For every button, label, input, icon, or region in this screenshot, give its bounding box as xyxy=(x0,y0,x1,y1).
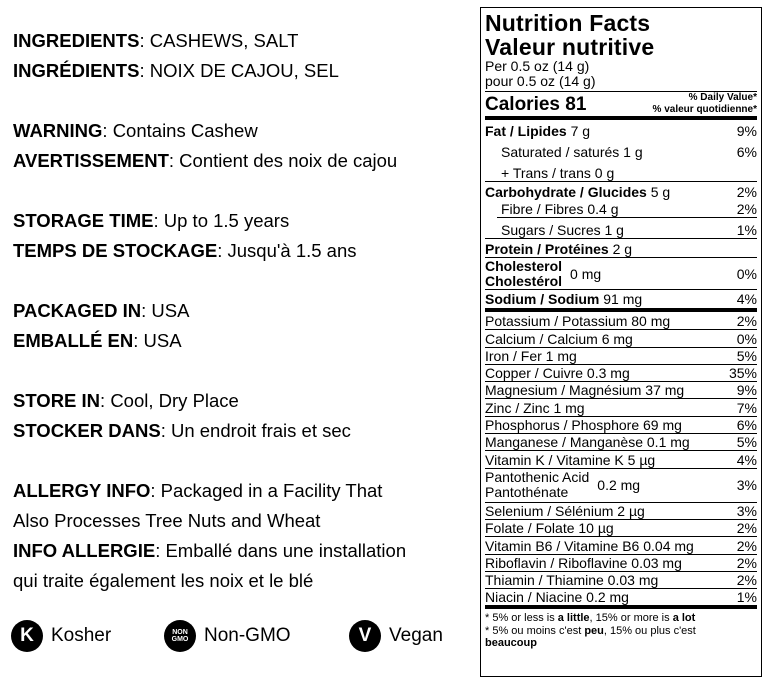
serving-size-en: Per 0.5 oz (14 g) xyxy=(485,58,590,74)
nutrition-title-fr: Valeur nutritive xyxy=(485,34,655,60)
calories-label: Calories 81 xyxy=(485,94,587,115)
ingredients-line: INGREDIENTS: CASHEWS, SALT xyxy=(13,30,299,51)
vitamin-daily-value: 2% xyxy=(736,572,757,589)
vitamin-row xyxy=(485,519,757,536)
warning-fr-line: AVERTISSEMENT: Contient des noix de cajou xyxy=(13,150,398,171)
mineral-row xyxy=(485,433,757,450)
vitamin-label: Niacin / Niacine 0.2 mg xyxy=(485,589,629,606)
packaged-line: PACKAGED IN: USA xyxy=(13,300,190,321)
vegan-label: Vegan xyxy=(389,625,443,646)
vitamins-list xyxy=(485,502,757,606)
vitamin-row xyxy=(485,571,757,588)
vegan-badge xyxy=(349,619,443,653)
mineral-label: Manganese / Manganèse 0.1 mg xyxy=(485,434,690,451)
warning-line: WARNING: Contains Cashew xyxy=(13,120,258,141)
allergy-line-2: Also Processes Tree Nuts and Wheat xyxy=(13,510,321,531)
product-info xyxy=(13,26,468,596)
sodium-row: Sodium / Sodium 91 mg 4% xyxy=(485,291,757,307)
vitamin-daily-value: 1% xyxy=(736,589,757,606)
mineral-label: Magnesium / Magnésium 37 mg xyxy=(485,382,685,399)
mineral-row xyxy=(485,450,757,467)
non-gmo-icon: NON GMO xyxy=(164,620,196,652)
mineral-label: Iron / Fer 1 mg xyxy=(485,347,577,364)
nutrition-title-en: Nutrition Facts xyxy=(485,10,651,36)
minerals-list xyxy=(485,312,757,468)
vitamin-daily-value: 3% xyxy=(736,502,757,519)
non-gmo-badge xyxy=(164,619,291,653)
mineral-row xyxy=(485,347,757,364)
saturated-row: Saturated / saturés 1 g 6% xyxy=(501,144,757,160)
vitamin-row xyxy=(485,588,757,605)
fat-row: Fat / Lipides 7 g 9% xyxy=(485,123,757,139)
mineral-row xyxy=(485,312,757,329)
vitamin-daily-value: 2% xyxy=(736,537,757,554)
kosher-badge xyxy=(11,619,111,653)
mineral-label: Zinc / Zinc 1 mg xyxy=(485,399,585,416)
nutrition-facts-panel xyxy=(480,7,762,677)
daily-value-header: % Daily Value* % valeur quotidienne* xyxy=(652,92,757,115)
vitamin-label: Selenium / Sélénium 2 µg xyxy=(485,502,645,519)
mineral-daily-value: 5% xyxy=(736,347,757,364)
allergy-fr-line: INFO ALLERGIE: Emballé dans une installation xyxy=(13,540,407,561)
vegan-icon: V xyxy=(349,620,381,652)
fibre-row: Fibre / Fibres 0.4 g 2% xyxy=(501,201,757,217)
vitamin-label: Folate / Folate 10 µg xyxy=(485,520,614,537)
mineral-daily-value: 35% xyxy=(728,365,757,382)
vitamin-row xyxy=(485,502,757,519)
mineral-label: Copper / Cuivre 0.3 mg xyxy=(485,365,630,382)
certification-badges xyxy=(11,619,461,653)
cholesterol-row: Cholesterol Cholestérol 0 mg 0% xyxy=(485,258,757,289)
ingredients-fr-line: INGRÉDIENTS: NOIX DE CAJOU, SEL xyxy=(13,60,339,81)
kosher-label: Kosher xyxy=(51,625,112,646)
mineral-label: Phosphorus / Phosphore 69 mg xyxy=(485,417,682,434)
vitamin-row xyxy=(485,536,757,553)
mineral-daily-value: 4% xyxy=(736,451,757,468)
footnote: * 5% or less is a little, 15% or more is a lot * 5% ou moins c'est peu, 15% ou plus c'est beaucoup xyxy=(485,612,696,650)
vitamin-daily-value: 2% xyxy=(736,520,757,537)
protein-row: Protein / Protéines 2 g xyxy=(485,238,757,257)
store-line: STORE IN: Cool, Dry Place xyxy=(13,390,239,411)
mineral-label: Calcium / Calcium 6 mg xyxy=(485,330,633,347)
vitamin-label: Riboflavin / Riboflavine 0.03 mg xyxy=(485,554,682,571)
serving-size-fr: pour 0.5 oz (14 g) xyxy=(485,73,596,89)
trans-row: + Trans / trans 0 g xyxy=(501,165,615,181)
mineral-daily-value: 5% xyxy=(736,434,757,451)
mineral-daily-value: 6% xyxy=(736,417,757,434)
vitamin-label: Thiamin / Thiamine 0.03 mg xyxy=(485,572,659,589)
vitamin-label: Vitamin B6 / Vitamine B6 0.04 mg xyxy=(485,537,694,554)
mineral-label: Potassium / Potassium 80 mg xyxy=(485,313,671,330)
kosher-icon: K xyxy=(11,620,43,652)
mineral-row xyxy=(485,329,757,346)
mineral-label: Vitamin K / Vitamine K 5 µg xyxy=(485,451,656,468)
allergy-line: ALLERGY INFO: Packaged in a Facility That xyxy=(13,480,383,501)
calories-row xyxy=(485,92,757,116)
mineral-daily-value: 0% xyxy=(736,330,757,347)
store-fr-line: STOCKER DANS: Un endroit frais et sec xyxy=(13,420,351,441)
non-gmo-label: Non-GMO xyxy=(204,625,291,646)
mineral-row xyxy=(485,364,757,381)
packaged-fr-line: EMBALLÉ EN: USA xyxy=(13,330,182,351)
carbohydrate-row: Carbohydrate / Glucides 5 g 2% xyxy=(485,181,757,200)
storage-line: STORAGE TIME: Up to 1.5 years xyxy=(13,210,290,231)
allergy-fr-line-2: qui traite également les noix et le blé xyxy=(13,570,314,591)
mineral-row xyxy=(485,381,757,398)
mineral-daily-value: 9% xyxy=(736,382,757,399)
mineral-row xyxy=(485,416,757,433)
mineral-row xyxy=(485,398,757,415)
vitamin-row xyxy=(485,554,757,571)
mineral-daily-value: 2% xyxy=(736,313,757,330)
vitamin-daily-value: 2% xyxy=(736,554,757,571)
mineral-daily-value: 7% xyxy=(736,399,757,416)
pantothenic-row: Pantothenic Acid Pantothénate 0.2 mg 3% xyxy=(485,468,757,502)
sugars-row: Sugars / Sucres 1 g 1% xyxy=(497,217,757,238)
storage-fr-line: TEMPS DE STOCKAGE: Jusqu'à 1.5 ans xyxy=(13,240,357,261)
